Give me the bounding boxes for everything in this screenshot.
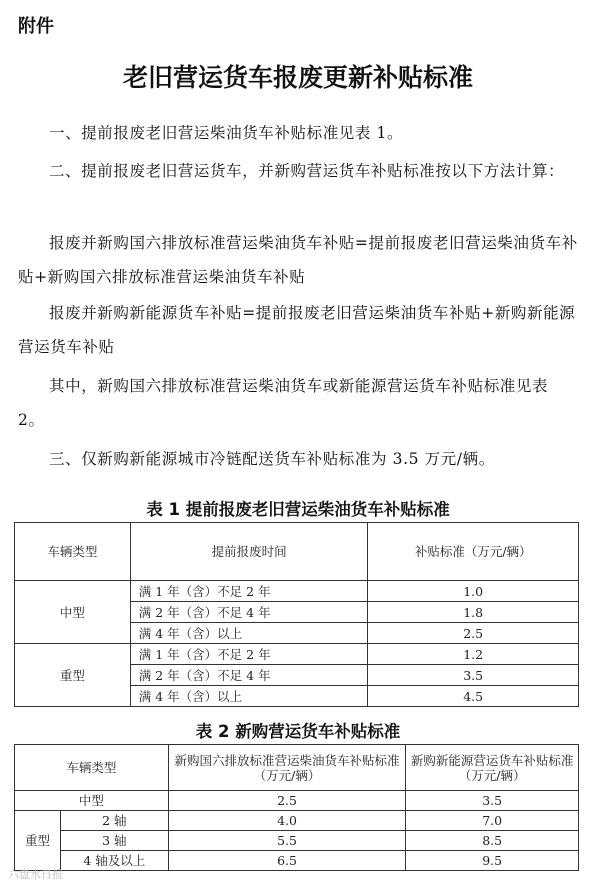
table1-value: 1.8 [368,602,579,623]
table1-value: 4.5 [368,686,579,707]
table2-diesel-value: 5.5 [168,831,406,851]
table2-header-ev: 新购新能源营运货车补贴标准（万元/辆） [406,745,579,791]
paragraph-5: 其中，新购国六排放标准营运柴油货车或新能源营运货车补贴标准见表 2。 [18,377,549,429]
table2-ev-value: 8.5 [406,831,579,851]
table1 [14,522,579,707]
table2-diesel-value: 4.0 [168,811,406,831]
table1-header-time: 提前报废时间 [130,523,368,581]
table1-time: 满 1 年（含）不足 2 年 [130,644,368,665]
table-row [15,581,579,602]
table1-value: 1.0 [368,581,579,602]
table2-title: 表 2 新购营运货车补贴标准 [195,722,401,741]
document-title: 老旧营运货车报废更新补贴标准 [122,63,473,92]
watermark: 六盘水日报 [8,868,63,881]
table2-header-row [15,745,579,791]
table1-time: 满 2 年（含）不足 4 年 [130,665,368,686]
table2-ev-value: 9.5 [406,851,579,871]
table2-axle: 2 轴 [60,811,168,831]
table2-axle: 4 轴及以上 [60,851,168,871]
table1-value: 1.2 [368,644,579,665]
table2-type-heavy: 重型 [15,811,61,871]
table2-diesel-value: 2.5 [168,791,406,811]
table-row [15,831,579,851]
table-row [15,644,579,665]
table1-time: 满 4 年（含）以上 [130,686,368,707]
table1-type-heavy: 重型 [15,644,131,707]
paragraph-6: 三、仅新购新能源城市冷链配送货车补贴标准为 3.5 万元/辆。 [49,450,495,468]
table1-time: 满 4 年（含）以上 [130,623,368,644]
table2-ev-value: 7.0 [406,811,579,831]
table1-value: 2.5 [368,623,579,644]
table-row [15,791,579,811]
table2-ev-value: 3.5 [406,791,579,811]
table1-header-type: 车辆类型 [15,523,131,581]
table2-diesel-value: 6.5 [168,851,406,871]
table1-header-subsidy: 补贴标准（万元/辆） [368,523,579,581]
table1-type-medium: 中型 [15,581,131,644]
table1-value: 3.5 [368,665,579,686]
paragraph-4: 报废并新购新能源货车补贴=提前报废老旧营运柴油货车补贴+新购新能源营运货车补贴 [18,304,576,356]
table-row [15,811,579,831]
table1-header-row [15,523,579,581]
table2 [14,744,579,871]
attachment-label: 附件 [18,16,54,37]
table1-time: 满 2 年（含）不足 4 年 [130,602,368,623]
table2-axle: 3 轴 [60,831,168,851]
table-row [15,851,579,871]
paragraph-2: 二、提前报废老旧营运货车，并新购营运货车补贴标准按以下方法计算： [49,162,565,180]
paragraph-3: 报废并新购国六排放标准营运柴油货车补贴=提前报废老旧营运柴油货车补贴+新购国六排放标准营运柴油货车补贴 [18,234,578,286]
table1-title: 表 1 提前报废老旧营运柴油货车补贴标准 [146,500,450,519]
table2-header-type: 车辆类型 [15,745,169,791]
paragraph-1: 一、提前报废老旧营运柴油货车补贴标准见表 1。 [49,124,404,142]
table1-time: 满 1 年（含）不足 2 年 [130,581,368,602]
table2-type-medium: 中型 [15,791,169,811]
table2-header-diesel: 新购国六排放标准营运柴油货车补贴标准（万元/辆） [168,745,406,791]
